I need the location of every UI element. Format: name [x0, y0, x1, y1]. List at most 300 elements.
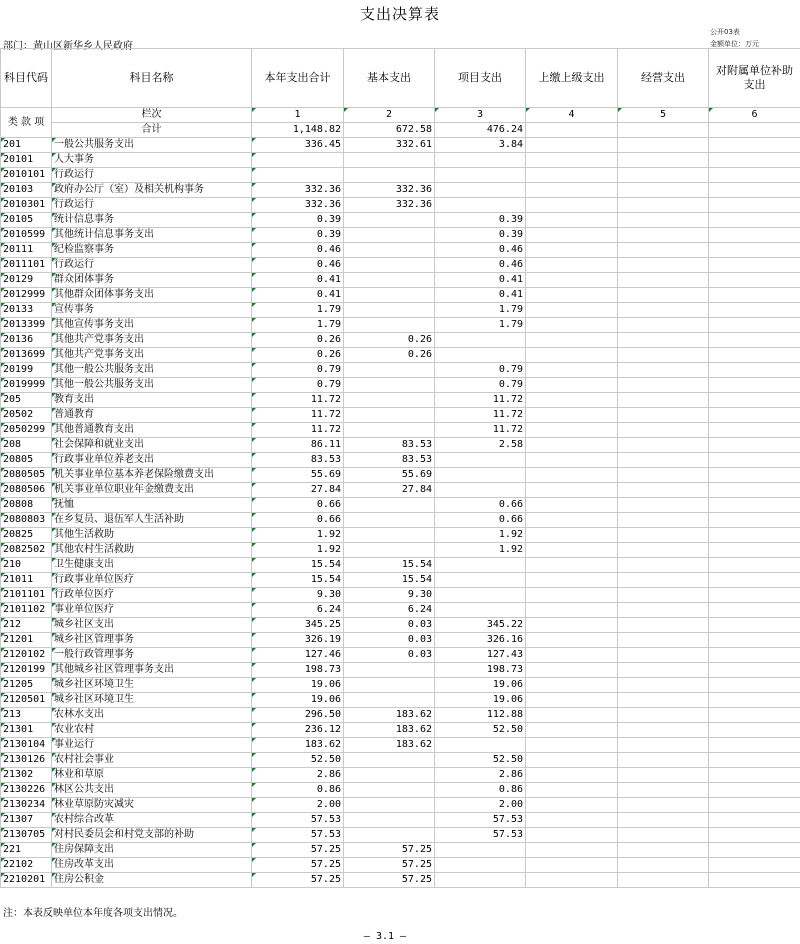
row-name: 行政单位医疗: [52, 588, 252, 603]
row-empty-cell: [618, 333, 709, 348]
row-code: 20825: [1, 528, 52, 543]
row-empty-cell: [526, 543, 618, 558]
row-empty-cell: [618, 153, 709, 168]
row-code: 221: [1, 843, 52, 858]
row-total: 52.50: [252, 753, 344, 768]
table-row: [1, 513, 800, 528]
row-project: [435, 873, 526, 888]
row-empty-cell: [526, 798, 618, 813]
row-total: 55.69: [252, 468, 344, 483]
table-row: [1, 828, 800, 843]
row-code: 201: [1, 138, 52, 153]
row-total: 0.26: [252, 333, 344, 348]
row-project: 127.43: [435, 648, 526, 663]
row-total: 296.50: [252, 708, 344, 723]
table-row: [1, 198, 800, 213]
row-project: 19.06: [435, 678, 526, 693]
row-empty-cell: [526, 228, 618, 243]
row-basic: 83.53: [344, 438, 435, 453]
row-code: 20111: [1, 243, 52, 258]
table-row: [1, 528, 800, 543]
row-empty-cell: [526, 573, 618, 588]
header-upper: 上缴上级支出: [526, 49, 618, 108]
table-row: [1, 873, 800, 888]
row-total: 0.41: [252, 288, 344, 303]
header-subsidy: 对附属单位补助支出: [709, 49, 800, 108]
row-empty-cell: [526, 513, 618, 528]
table-row: [1, 438, 800, 453]
row-total: 1.92: [252, 528, 344, 543]
row-project: 11.72: [435, 408, 526, 423]
row-project: 1.92: [435, 543, 526, 558]
row-project: 3.84: [435, 138, 526, 153]
row-empty-cell: [709, 153, 800, 168]
row-empty-cell: [618, 693, 709, 708]
row-empty-cell: [709, 468, 800, 483]
row-name: 行政运行: [52, 198, 252, 213]
table-row: [1, 813, 800, 828]
header-code: 科目代码: [1, 49, 52, 108]
row-empty-cell: [526, 693, 618, 708]
row-empty-cell: [618, 678, 709, 693]
row-project: 326.16: [435, 633, 526, 648]
row-empty-cell: [709, 168, 800, 183]
row-project: 52.50: [435, 753, 526, 768]
row-empty-cell: [526, 768, 618, 783]
table-row: [1, 768, 800, 783]
row-name: 一般行政管理事务: [52, 648, 252, 663]
row-name: 宣传事务: [52, 303, 252, 318]
row-project: 0.66: [435, 498, 526, 513]
row-empty-cell: [618, 828, 709, 843]
row-empty-cell: [526, 273, 618, 288]
row-empty-cell: [709, 573, 800, 588]
row-project: 1.79: [435, 318, 526, 333]
row-empty-cell: [709, 588, 800, 603]
row-empty-cell: [618, 843, 709, 858]
row-basic: [344, 783, 435, 798]
row-project: [435, 858, 526, 873]
table-row: [1, 153, 800, 168]
row-basic: 183.62: [344, 738, 435, 753]
row-empty-cell: [526, 753, 618, 768]
table-row: [1, 348, 800, 363]
row-project: 345.22: [435, 618, 526, 633]
row-empty-cell: [709, 333, 800, 348]
row-basic: [344, 363, 435, 378]
row-empty-cell: [618, 198, 709, 213]
table-row: [1, 183, 800, 198]
row-name: 其他生活救助: [52, 528, 252, 543]
row-code: 213: [1, 708, 52, 723]
row-total: 336.45: [252, 138, 344, 153]
row-empty-cell: [526, 288, 618, 303]
row-empty-cell: [709, 393, 800, 408]
row-project: [435, 588, 526, 603]
row-name: 人大事务: [52, 153, 252, 168]
row-empty-cell: [526, 618, 618, 633]
row-total: 0.79: [252, 363, 344, 378]
row-empty-cell: [526, 633, 618, 648]
row-empty-cell: [618, 738, 709, 753]
row-empty-cell: [618, 438, 709, 453]
row-empty-cell: [709, 603, 800, 618]
row-code: 22102: [1, 858, 52, 873]
row-basic: [344, 273, 435, 288]
row-empty-cell: [709, 408, 800, 423]
row-basic: 55.69: [344, 468, 435, 483]
row-empty-cell: [618, 663, 709, 678]
row-total: 11.72: [252, 423, 344, 438]
row-name: 抚恤: [52, 498, 252, 513]
header-basic: 基本支出: [344, 49, 435, 108]
row-empty-cell: [618, 528, 709, 543]
row-name: 农村综合改革: [52, 813, 252, 828]
table-row: [1, 288, 800, 303]
table-row: [1, 543, 800, 558]
row-total: 11.72: [252, 393, 344, 408]
row-empty-cell: [526, 483, 618, 498]
table-row: [1, 678, 800, 693]
row-code: 2013699: [1, 348, 52, 363]
row-code: 2080803: [1, 513, 52, 528]
row-name: 农村社会事业: [52, 753, 252, 768]
row-project: 19.06: [435, 693, 526, 708]
row-empty-cell: [709, 648, 800, 663]
row-basic: [344, 258, 435, 273]
row-name: 其他一般公共服务支出: [52, 363, 252, 378]
row-empty-cell: [526, 588, 618, 603]
row-project: [435, 333, 526, 348]
row-empty-cell: [618, 258, 709, 273]
row-total: 0.46: [252, 258, 344, 273]
table-row: [1, 798, 800, 813]
table-row: [1, 303, 800, 318]
row-basic: 183.62: [344, 708, 435, 723]
row-total: 1.92: [252, 543, 344, 558]
row-name: 对村民委员会和村党支部的补助: [52, 828, 252, 843]
row-project: [435, 483, 526, 498]
table-row: [1, 843, 800, 858]
row-name: 林业草原防灾减灾: [52, 798, 252, 813]
row-empty-cell: [526, 348, 618, 363]
row-code: 2082502: [1, 543, 52, 558]
row-basic: [344, 423, 435, 438]
row-empty-cell: [618, 618, 709, 633]
col-number: 6: [709, 108, 800, 123]
row-empty-cell: [709, 438, 800, 453]
row-code: 208: [1, 438, 52, 453]
row-basic: 57.25: [344, 858, 435, 873]
row-basic: [344, 543, 435, 558]
row-basic: 0.03: [344, 633, 435, 648]
row-total: 0.46: [252, 243, 344, 258]
row-project: 0.86: [435, 783, 526, 798]
table-row: [1, 333, 800, 348]
row-empty-cell: [526, 708, 618, 723]
row-project: 2.58: [435, 438, 526, 453]
row-total: 11.72: [252, 408, 344, 423]
row-code: 2080505: [1, 468, 52, 483]
row-project: 112.88: [435, 708, 526, 723]
row-empty-cell: [709, 453, 800, 468]
row-code: 21201: [1, 633, 52, 648]
row-empty-cell: [526, 333, 618, 348]
row-empty-cell: [709, 543, 800, 558]
row-basic: [344, 153, 435, 168]
row-project: [435, 558, 526, 573]
row-project: 57.53: [435, 813, 526, 828]
row-name: 统计信息事务: [52, 213, 252, 228]
row-project: [435, 603, 526, 618]
row-code: 2130104: [1, 738, 52, 753]
row-name: 城乡社区环境卫生: [52, 678, 252, 693]
header-total: 本年支出合计: [252, 49, 344, 108]
row-name: 行政运行: [52, 258, 252, 273]
row-empty-cell: [618, 273, 709, 288]
row-code: 2101101: [1, 588, 52, 603]
row-name: 教育支出: [52, 393, 252, 408]
row-name: 机关事业单位职业年金缴费支出: [52, 483, 252, 498]
row-empty-cell: [709, 693, 800, 708]
row-empty-cell: [709, 663, 800, 678]
row-basic: [344, 798, 435, 813]
table-row: [1, 363, 800, 378]
row-empty-cell: [709, 288, 800, 303]
row-empty-cell: [618, 318, 709, 333]
row-name: 卫生健康支出: [52, 558, 252, 573]
row-empty-cell: [526, 813, 618, 828]
row-code: 2130126: [1, 753, 52, 768]
row-empty-cell: [618, 468, 709, 483]
row-code: 20502: [1, 408, 52, 423]
row-empty-cell: [618, 168, 709, 183]
row-empty-cell: [709, 378, 800, 393]
row-code: 20199: [1, 363, 52, 378]
row-code: 20133: [1, 303, 52, 318]
row-empty-cell: [526, 408, 618, 423]
row-total: 0.39: [252, 213, 344, 228]
row-basic: [344, 378, 435, 393]
row-basic: [344, 768, 435, 783]
row-name: 机关事业单位基本养老保险缴费支出: [52, 468, 252, 483]
row-empty-cell: [526, 183, 618, 198]
total-label: 合计: [52, 123, 252, 138]
row-total: 6.24: [252, 603, 344, 618]
row-empty-cell: [526, 423, 618, 438]
row-name: 其他一般公共服务支出: [52, 378, 252, 393]
row-code: 21205: [1, 678, 52, 693]
row-code: 20808: [1, 498, 52, 513]
row-empty-cell: [526, 363, 618, 378]
row-basic: 332.61: [344, 138, 435, 153]
header-name: 科目名称: [52, 49, 252, 108]
row-total: [252, 168, 344, 183]
row-empty-cell: [618, 573, 709, 588]
row-code: 2013399: [1, 318, 52, 333]
row-empty-cell: [618, 588, 709, 603]
row-name: 其他普通教育支出: [52, 423, 252, 438]
row-empty-cell: [618, 798, 709, 813]
row-basic: [344, 243, 435, 258]
table-row: [1, 378, 800, 393]
row-project: [435, 843, 526, 858]
row-basic: 0.03: [344, 618, 435, 633]
row-name: 其他宣传事务支出: [52, 318, 252, 333]
row-empty-cell: [709, 303, 800, 318]
row-total: 57.25: [252, 873, 344, 888]
row-empty-cell: [709, 423, 800, 438]
row-basic: [344, 753, 435, 768]
row-code: 20101: [1, 153, 52, 168]
row-total: 15.54: [252, 558, 344, 573]
row-empty-cell: [709, 348, 800, 363]
row-empty-cell: [526, 663, 618, 678]
row-total: 332.36: [252, 183, 344, 198]
row-code: 21302: [1, 768, 52, 783]
row-code: 2120199: [1, 663, 52, 678]
row-total: 15.54: [252, 573, 344, 588]
row-empty-cell: [526, 738, 618, 753]
row-empty-cell: [618, 543, 709, 558]
row-empty-cell: [709, 738, 800, 753]
row-empty-cell: [618, 303, 709, 318]
row-empty-cell: [618, 363, 709, 378]
row-empty-cell: [709, 483, 800, 498]
row-code: 20805: [1, 453, 52, 468]
row-empty-cell: [526, 138, 618, 153]
row-project: 0.79: [435, 378, 526, 393]
row-empty-cell: [709, 183, 800, 198]
row-name: 其他统计信息事务支出: [52, 228, 252, 243]
row-basic: 27.84: [344, 483, 435, 498]
row-empty-cell: [618, 513, 709, 528]
column-number-row: [1, 108, 800, 123]
row-code: 2120102: [1, 648, 52, 663]
page-title: 支出决算表: [359, 5, 440, 23]
row-project: 0.41: [435, 288, 526, 303]
row-name: 行政运行: [52, 168, 252, 183]
row-project: 1.92: [435, 528, 526, 543]
row-name: 城乡社区管理事务: [52, 633, 252, 648]
row-basic: 332.36: [344, 183, 435, 198]
row-project: [435, 573, 526, 588]
row-empty-cell: [526, 873, 618, 888]
row-empty-cell: [709, 813, 800, 828]
table-row: [1, 453, 800, 468]
row-total: 27.84: [252, 483, 344, 498]
row-name: 住房公积金: [52, 873, 252, 888]
row-basic: 57.25: [344, 843, 435, 858]
table-row: [1, 723, 800, 738]
row-project: 11.72: [435, 393, 526, 408]
row-empty-cell: [709, 558, 800, 573]
row-empty-cell: [526, 843, 618, 858]
row-name: 其他群众团体事务支出: [52, 288, 252, 303]
row-empty-cell: [618, 483, 709, 498]
row-basic: [344, 693, 435, 708]
row-name: 事业单位医疗: [52, 603, 252, 618]
table-row: [1, 738, 800, 753]
row-code: 2019999: [1, 378, 52, 393]
row-empty-cell: [618, 348, 709, 363]
row-code: 21301: [1, 723, 52, 738]
row-empty-cell: [526, 528, 618, 543]
row-code: 20129: [1, 273, 52, 288]
row-empty-cell: [709, 783, 800, 798]
row-total: 19.06: [252, 678, 344, 693]
table-row: [1, 618, 800, 633]
table-row: [1, 468, 800, 483]
row-name: 社会保障和就业支出: [52, 438, 252, 453]
row-name: 其他共产党事务支出: [52, 333, 252, 348]
row-empty-cell: [618, 603, 709, 618]
row-code: 210: [1, 558, 52, 573]
row-code: 205: [1, 393, 52, 408]
row-total: 2.86: [252, 768, 344, 783]
table-row: [1, 558, 800, 573]
table-row: [1, 708, 800, 723]
row-empty-cell: [709, 768, 800, 783]
row-project: 0.39: [435, 213, 526, 228]
table-row: [1, 603, 800, 618]
row-empty-cell: [526, 648, 618, 663]
row-name: 城乡社区支出: [52, 618, 252, 633]
header-operating: 经营支出: [618, 49, 709, 108]
row-empty-cell: [618, 858, 709, 873]
row-empty-cell: [709, 708, 800, 723]
row-project: 198.73: [435, 663, 526, 678]
row-empty-cell: [709, 498, 800, 513]
table-row: [1, 228, 800, 243]
row-basic: 332.36: [344, 198, 435, 213]
row-name: 行政事业单位医疗: [52, 573, 252, 588]
row-basic: 57.25: [344, 873, 435, 888]
row-total: 57.25: [252, 858, 344, 873]
row-total: 86.11: [252, 438, 344, 453]
row-empty-cell: [618, 783, 709, 798]
row-basic: [344, 813, 435, 828]
row-empty-cell: [526, 678, 618, 693]
row-empty-cell: [526, 318, 618, 333]
row-empty-cell: [618, 288, 709, 303]
row-basic: [344, 528, 435, 543]
row-empty-cell: [526, 168, 618, 183]
row-code: 2050299: [1, 423, 52, 438]
row-name: 政府办公厅（室）及相关机构事务: [52, 183, 252, 198]
row-empty-cell: [526, 213, 618, 228]
row-code: 2011101: [1, 258, 52, 273]
row-name: 其他共产党事务支出: [52, 348, 252, 363]
row-total: 332.36: [252, 198, 344, 213]
row-code: 2010101: [1, 168, 52, 183]
row-basic: [344, 498, 435, 513]
row-empty-cell: [526, 468, 618, 483]
row-empty-cell: [526, 153, 618, 168]
row-empty-cell: [526, 498, 618, 513]
row-code: 2012999: [1, 288, 52, 303]
row-empty-cell: [709, 528, 800, 543]
row-name: 在乡复员、退伍军人生活补助: [52, 513, 252, 528]
row-total: 1.79: [252, 303, 344, 318]
row-basic: 9.30: [344, 588, 435, 603]
row-empty-cell: [709, 828, 800, 843]
row-total: 236.12: [252, 723, 344, 738]
basic-value: 672.58: [344, 123, 435, 138]
row-total: 0.39: [252, 228, 344, 243]
row-basic: [344, 213, 435, 228]
row-empty-cell: [709, 873, 800, 888]
